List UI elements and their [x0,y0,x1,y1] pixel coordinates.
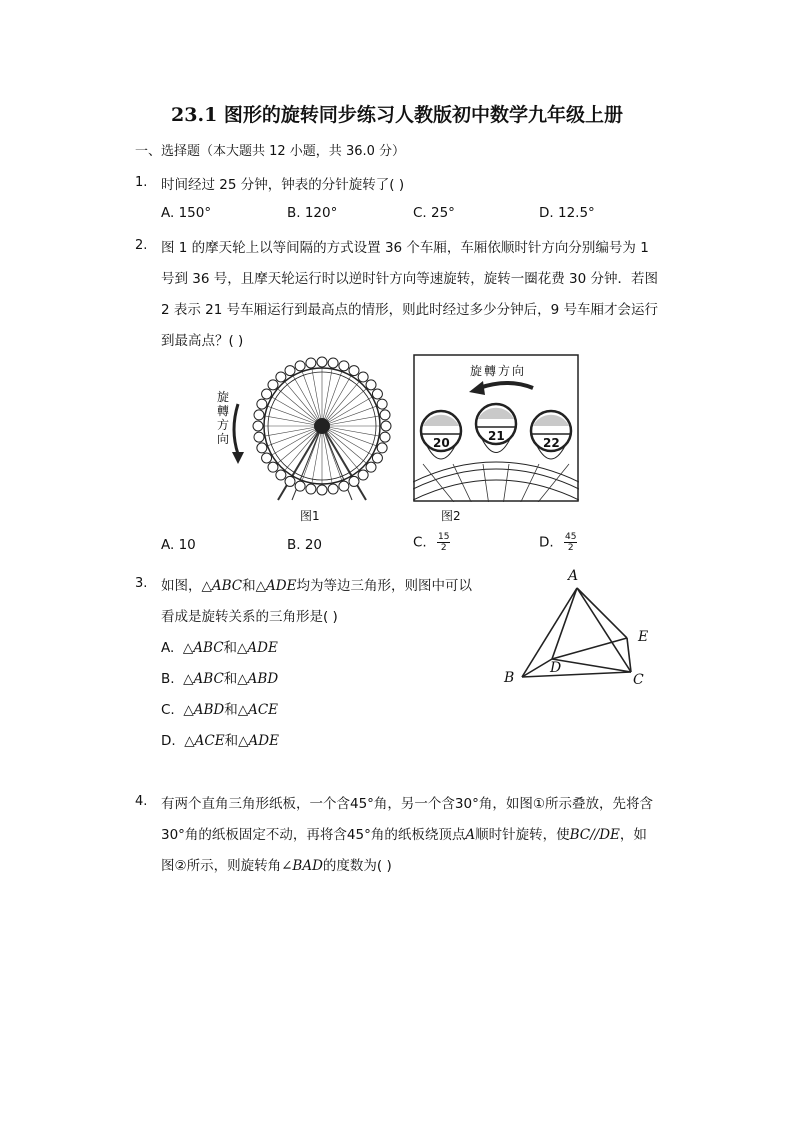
q1-option-b: B. 120° [287,205,338,221]
q2-option-a: A. 10 [161,537,196,553]
ferris-wheel [253,357,391,500]
fraction-15-2: $\frac{15}{2}$ [438,532,450,553]
figure-2-caption: 图2 [441,509,461,523]
section-heading: 一、选择题（本大题共 12 小题，共 36.0 分） [135,144,406,159]
q1-text: 时间经过 25 分钟，钟表的分针旋转了( ) [161,177,405,193]
gondola-20-number: 20 [433,436,450,450]
figure-1-caption: 图1 [300,509,320,523]
ferris-wheel-figure [228,352,398,502]
q3-option-b: B. △ABC和△ABD [161,671,279,687]
q2-line-1: 图 1 的摩天轮上以等间隔的方式设置 36 个车厢，车厢依顺时针方向分别编号为 1 [161,240,649,256]
point-a-label: A [568,568,579,584]
fig1-direction-label: 旋 轉 方 向 [216,390,229,446]
q1-option-c: C. 25° [413,205,455,221]
q2-line-2: 号到 36 号，且摩天轮运行时以逆时针方向等速旋转，旋转一圈花费 30 分钟．若图 [161,271,659,287]
q2-option-c: C. $\frac{15}{2}$ [413,532,450,553]
q2-number: 2. [135,238,148,253]
q4-line-2: 30°角的纸板固定不动，再将含45°角的纸板绕顶点A顺时针旋转，使BC//DE，如 [161,827,647,843]
q2-option-d: D. $\frac{45}{2}$ [539,532,577,553]
point-d-label: D [550,660,562,676]
q3-number: 3. [135,576,148,591]
point-c-label: C [633,672,644,688]
page-title: 23.1 图形的旋转同步练习人教版初中数学九年级上册 [171,104,623,126]
q4-line-3: 图②所示，则旋转角∠BAD的度数为( ) [161,858,392,874]
q3-line-1: 如图，△ABC和△ADE均为等边三角形，则图中可以 [161,578,472,594]
point-e-label: E [638,629,649,645]
q2-line-3: 2 表示 21 号车厢运行到最高点的情形，则此时经过多少分钟后，9 号车厢才会运行 [161,302,659,318]
q3-option-a: A. △ABC和△ADE [161,640,278,656]
q3-option-c: C. △ABD和△ACE [161,702,279,718]
q1-number: 1. [135,175,148,190]
q4-line-1: 有两个直角三角形纸板，一个含45°角，另一个含30°角，如图①所示叠放，先将含 [161,796,653,812]
q3-option-d: D. △ACE和△ADE [161,733,279,749]
gondola-21-number: 21 [488,429,505,443]
q1-option-a: A. 150° [161,205,212,221]
q4-number: 4. [135,794,148,809]
rotation-arrow-icon [234,404,238,454]
q1-option-d: D. 12.5° [539,205,595,221]
q3-line-2: 看成是旋转关系的三角形是( ) [161,609,338,625]
q2-option-b: B. 20 [287,537,323,553]
q2-line-4: 到最高点？( ) [161,333,244,349]
point-b-label: B [504,670,515,686]
gondola-22-number: 22 [543,436,560,450]
fraction-45-2: $\frac{45}{2}$ [564,532,577,553]
fig2-direction-label: 旋轉方向 [470,364,527,378]
